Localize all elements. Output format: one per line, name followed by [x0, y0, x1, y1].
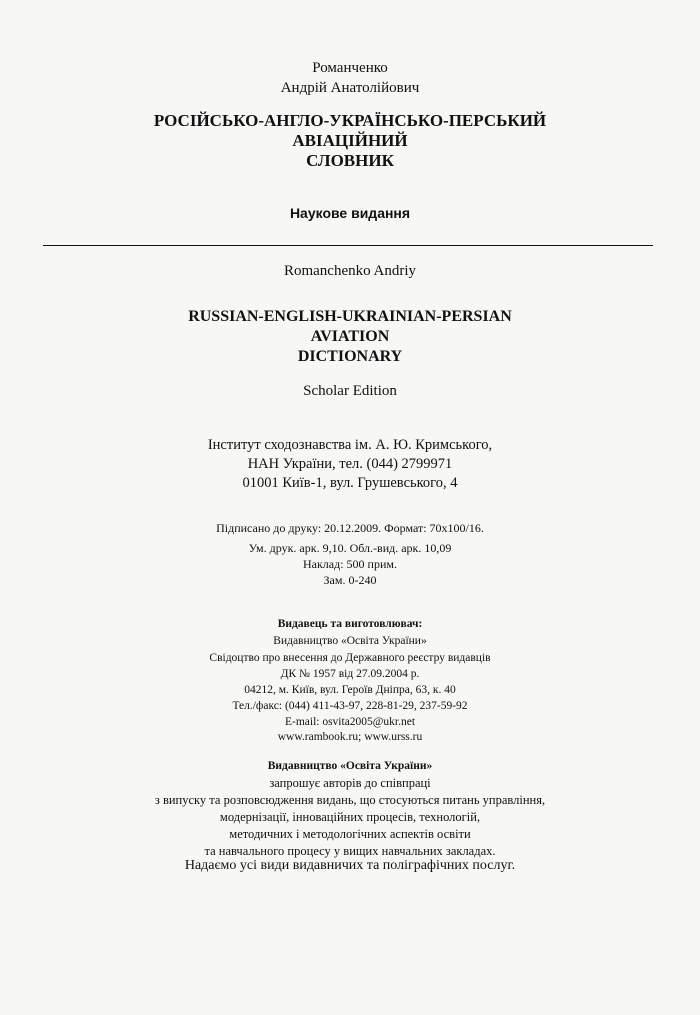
- publisher-heading: Видавець та виготовлювач:: [277, 618, 423, 630]
- publisher-line: www.rambook.ru; www.urss.ru: [277, 731, 423, 743]
- print-info-line-3: Наклад: 500 прим.: [302, 557, 397, 571]
- title-en-line-1: RUSSIAN-ENGLISH-UKRAINIAN-PERSIAN: [188, 308, 512, 325]
- publisher-line: E-mail: osvita2005@ukr.net: [284, 716, 416, 728]
- author-en: Romanchenko Andriy: [283, 263, 417, 279]
- invitation-line: з випуску та розповсюдження видань, що стосуються питань управління,: [154, 793, 546, 807]
- print-info-line-1: Підписано до друку: 20.12.2009. Формат: 70x100/16.: [216, 521, 484, 535]
- edition-ua: Наукове видання: [289, 205, 411, 221]
- title-ua-line-1: РОСІЙСЬКО-АНГЛО-УКРАЇНСЬКО-ПЕРСЬКИЙ: [153, 111, 547, 130]
- edition-en: Scholar Edition: [303, 383, 397, 399]
- institute-line-1: Інститут сходознавства ім. А. Ю. Кримського,: [207, 437, 493, 453]
- invitation-line: методичних і методологічних аспектів освіти: [229, 827, 471, 841]
- publisher-line: Видавництво «Освіта України»: [273, 635, 427, 647]
- institute-line-2: НАН України, тел. (044) 2799971: [247, 456, 453, 472]
- invitation-heading: Видавництво «Освіта України»: [267, 760, 433, 772]
- invitation-line: модернізації, інноваційних процесів, технологій,: [219, 810, 481, 824]
- invitation-closing: Надаємо усі види видавничих та поліграфічних послуг.: [184, 858, 516, 873]
- divider-line: [43, 245, 653, 246]
- publisher-line: Свідоцтво про внесення до Державного реєстру видавців: [209, 652, 491, 664]
- institute-line-3: 01001 Київ-1, вул. Грушевського, 4: [242, 475, 458, 491]
- author-name-ua: Андрій Анатолійович: [280, 80, 420, 96]
- author-surname-ua: Романченко: [312, 60, 388, 76]
- title-en-line-2: AVIATION: [310, 328, 390, 345]
- invitation-line: запрошує авторів до співпраці: [269, 776, 431, 790]
- print-info-line-4: Зам. 0-240: [323, 573, 377, 587]
- publisher-line: ДК № 1957 від 27.09.2004 р.: [280, 668, 420, 680]
- title-ua-line-2: АВІАЦІЙНИЙ: [292, 131, 408, 150]
- title-en-line-3: DICTIONARY: [297, 348, 403, 365]
- invitation-line: та навчального процесу у вищих навчальних закладах.: [204, 844, 496, 858]
- publisher-line: 04212, м. Київ, вул. Героїв Дніпра, 63, к. 40: [244, 684, 456, 696]
- publisher-line: Тел./факс: (044) 411-43-97, 228-81-29, 237-59-92: [232, 700, 468, 712]
- print-info-line-2: Ум. друк. арк. 9,10. Обл.-вид. арк. 10,09: [248, 541, 452, 555]
- title-ua-line-3: СЛОВНИК: [306, 151, 394, 170]
